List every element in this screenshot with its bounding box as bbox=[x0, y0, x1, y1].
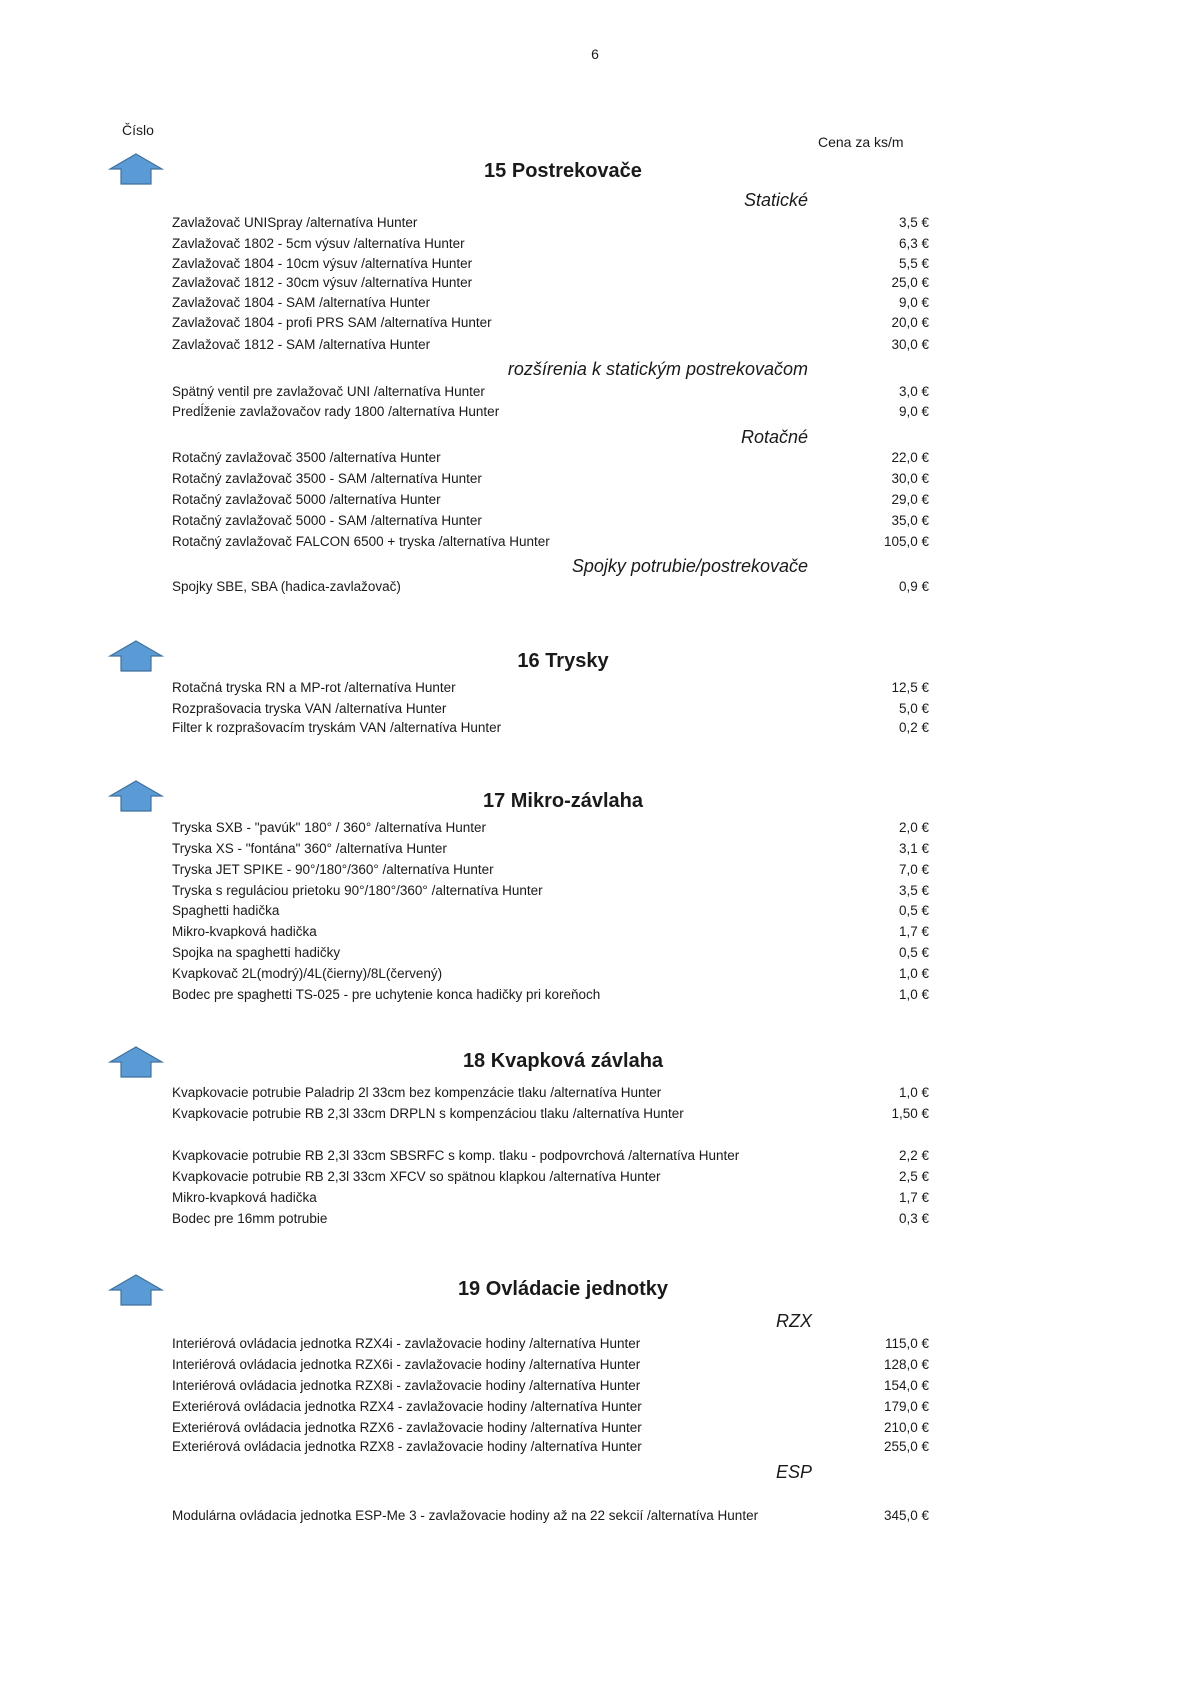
section-title: 17 Mikro-závlaha bbox=[482, 790, 644, 812]
list-item: Zavlažovač 1812 - SAM /alternatíva Hunter 30,0 € bbox=[172, 337, 929, 352]
list-item: Interiérová ovládacia jednotka RZX8i - zavlažovacie hodiny /alternatíva Hunter 154,0 € bbox=[172, 1378, 929, 1393]
list-item: Zavlažovač 1812 - 30cm výsuv /alternatíva Hunter 25,0 € bbox=[172, 275, 929, 290]
subheading-extensions: rozšírenia k statickým postrekovačom bbox=[507, 359, 808, 379]
section-title: 18 Kvapková závlaha bbox=[462, 1050, 664, 1072]
list-item: Kvapkovač 2L(modrý)/4L(čierny)/8L(červený) 1,0 € bbox=[172, 966, 929, 981]
list-item: Zavlažovač 1804 - 10cm výsuv /alternatíva Hunter 5,5 € bbox=[172, 256, 929, 271]
list-item: Rotačný zavlažovač 5000 - SAM /alternatíva Hunter 35,0 € bbox=[172, 513, 929, 528]
list-item: Exteriérová ovládacia jednotka RZX8 - zavlažovacie hodiny /alternatíva Hunter 255,0 € bbox=[172, 1439, 929, 1454]
list-item: Bodec pre 16mm potrubie 0,3 € bbox=[172, 1211, 929, 1226]
subheading-couplings: Spojky potrubie/postrekovače bbox=[571, 556, 808, 576]
subheading-static: Statické bbox=[743, 190, 808, 210]
subheading-rzx: RZX bbox=[776, 1311, 812, 1331]
list-item: Kvapkovacie potrubie RB 2,3l 33cm SBSRFC s komp. tlaku - podpovrchová /alternatíva Hunter 2,2 € bbox=[172, 1148, 929, 1163]
list-item: Tryska SXB - "pavúk" 180° / 360° /alternatíva Hunter 2,0 € bbox=[172, 820, 929, 835]
list-item: Bodec pre spaghetti TS-025 - pre uchytenie konca hadičky pri koreňoch 1,0 € bbox=[172, 987, 929, 1002]
list-item: Zavlažovač UNISpray /alternatíva Hunter 3,5 € bbox=[172, 215, 929, 230]
list-item: Rotačný zavlažovač FALCON 6500 + tryska /alternatíva Hunter 105,0 € bbox=[172, 534, 929, 549]
list-item: Exteriérová ovládacia jednotka RZX4 - zavlažovacie hodiny /alternatíva Hunter 179,0 € bbox=[172, 1399, 929, 1414]
list-item: Interiérová ovládacia jednotka RZX6i - zavlažovacie hodiny /alternatíva Hunter 128,0 € bbox=[172, 1357, 929, 1372]
subheading-rotary: Rotačné bbox=[740, 427, 808, 447]
list-item: Kvapkovacie potrubie RB 2,3l 33cm XFCV so spätnou klapkou /alternatíva Hunter 2,5 € bbox=[172, 1169, 929, 1184]
list-item: Rotačná tryska RN a MP-rot /alternatíva Hunter 12,5 € bbox=[172, 680, 929, 695]
list-item: Spojka na spaghetti hadičky 0,5 € bbox=[172, 945, 929, 960]
list-item: Predĺženie zavlažovačov rady 1800 /alternatíva Hunter 9,0 € bbox=[172, 404, 929, 419]
section-title: 15 Postrekovače bbox=[484, 160, 642, 182]
section-title: 19 Ovládacie jednotky bbox=[457, 1278, 669, 1300]
list-item: Rotačný zavlažovač 5000 /alternatíva Hunter 29,0 € bbox=[172, 492, 929, 507]
subheading-esp: ESP bbox=[775, 1462, 812, 1482]
list-item: Filter k rozprašovacím tryskám VAN /alternatíva Hunter 0,2 € bbox=[172, 720, 929, 735]
list-item: Kvapkovacie potrubie Paladrip 2l 33cm bez kompenzácie tlaku /alternatíva Hunter 1,0 € bbox=[172, 1085, 929, 1100]
list-item: Spätný ventil pre zavlažovač UNI /alternatíva Hunter 3,0 € bbox=[172, 384, 929, 399]
list-item: Rozprašovacia tryska VAN /alternatíva Hunter 5,0 € bbox=[172, 701, 929, 716]
page-number: 6 bbox=[591, 46, 599, 62]
list-item: Spojky SBE, SBA (hadica-zavlažovač) 0,9 € bbox=[172, 579, 929, 594]
list-item: Zavlažovač 1804 - profi PRS SAM /alternatíva Hunter 20,0 € bbox=[172, 315, 929, 330]
list-item: Zavlažovač 1802 - 5cm výsuv /alternatíva Hunter 6,3 € bbox=[172, 236, 929, 251]
list-item: Spaghetti hadička 0,5 € bbox=[172, 903, 929, 918]
list-item: Exteriérová ovládacia jednotka RZX6 - zavlažovacie hodiny /alternatíva Hunter 210,0 € bbox=[172, 1420, 929, 1435]
list-item: Mikro-kvapková hadička 1,7 € bbox=[172, 1190, 929, 1205]
section-title: 16 Trysky bbox=[517, 650, 609, 672]
list-item: Zavlažovač 1804 - SAM /alternatíva Hunter 9,0 € bbox=[172, 295, 929, 310]
list-item: Tryska JET SPIKE - 90°/180°/360° /alternatíva Hunter 7,0 € bbox=[172, 862, 929, 877]
list-item: Rotačný zavlažovač 3500 - SAM /alternatíva Hunter 30,0 € bbox=[172, 471, 929, 486]
list-item: Mikro-kvapková hadička 1,7 € bbox=[172, 924, 929, 939]
list-item: Modulárna ovládacia jednotka ESP-Me 3 - zavlažovacie hodiny až na 22 sekcií /alternatíva Hunter 345,0 € bbox=[172, 1508, 929, 1523]
list-item: Kvapkovacie potrubie RB 2,3l 33cm DRPLN s kompenzáciou tlaku /alternatíva Hunter 1,50 € bbox=[172, 1106, 929, 1121]
column-header-number: Číslo bbox=[122, 122, 154, 138]
list-item: Rotačný zavlažovač 3500 /alternatíva Hunter 22,0 € bbox=[172, 450, 929, 465]
list-item: Interiérová ovládacia jednotka RZX4i - zavlažovacie hodiny /alternatíva Hunter 115,0 € bbox=[172, 1336, 929, 1351]
list-item: Tryska s reguláciou prietoku 90°/180°/360° /alternatíva Hunter 3,5 € bbox=[172, 883, 929, 898]
list-item: Tryska XS - "fontána" 360° /alternatíva Hunter 3,1 € bbox=[172, 841, 929, 856]
column-header-price: Cena za ks/m bbox=[818, 134, 904, 150]
